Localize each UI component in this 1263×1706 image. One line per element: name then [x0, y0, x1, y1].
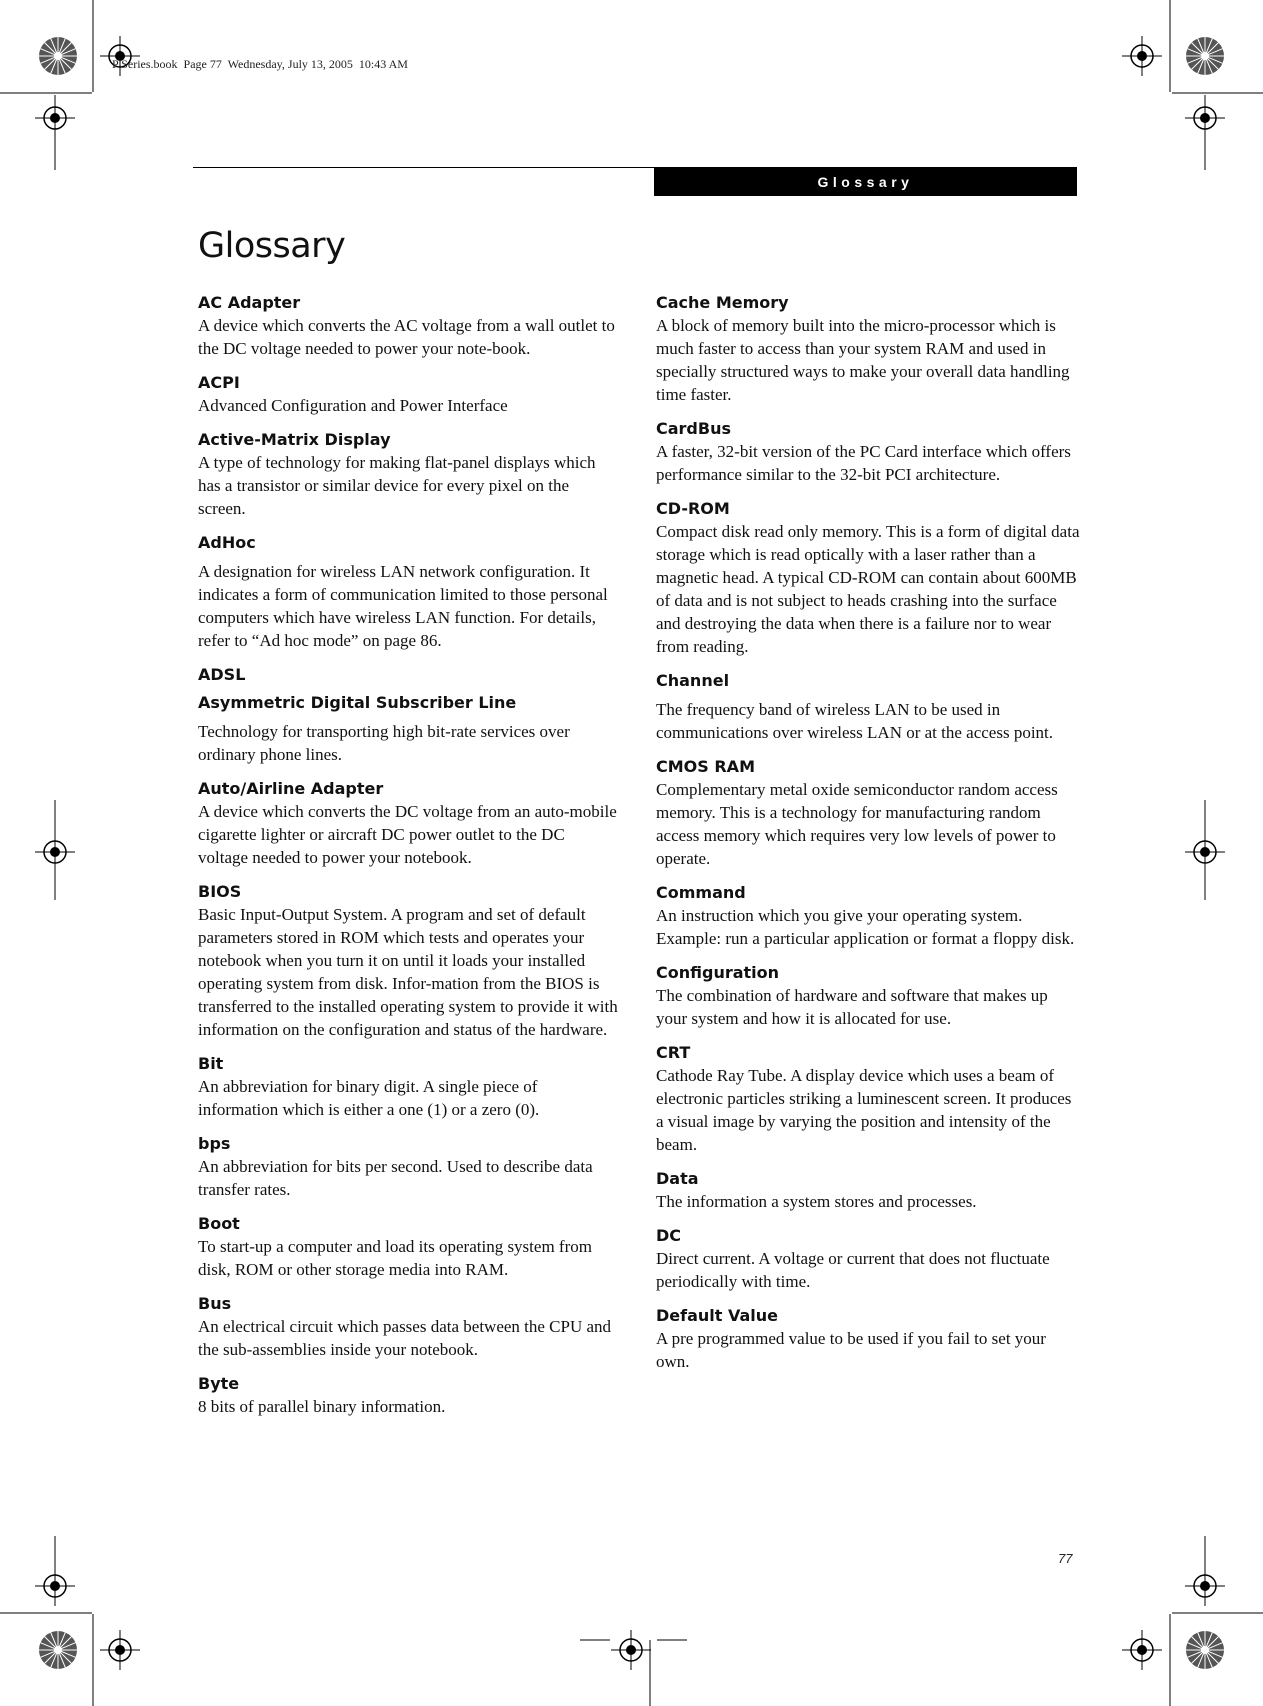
glossary-term: Default Value — [656, 1306, 779, 1325]
glossary-definition: Basic Input-Output System. A program and set of default parameters stored in ROM which tests and operates your notebook when you turn it on until it loads your installed operating system from disk. Infor-mation from the BIOS is transferred to the installed operating system to provide it with information on the configuration and status of the hardware. — [198, 905, 618, 1039]
glossary-term: Auto/Airline Adapter — [198, 779, 384, 798]
glossary-term: Command — [656, 883, 746, 902]
glossary-term: bps — [198, 1134, 231, 1153]
running-header — [654, 167, 1077, 196]
glossary-entry — [656, 1305, 1080, 1373]
page-number: 77 — [1058, 1551, 1073, 1566]
glossary-entry — [656, 1225, 1080, 1293]
glossary-definition: A block of memory built into the micro-processor which is much faster to access than your system RAM and used in specially structured ways to make your overall data handling time faster. — [656, 316, 1070, 404]
glossary-term: ACPI — [198, 373, 240, 392]
glossary-term: Byte — [198, 1374, 240, 1393]
glossary-entry — [656, 670, 1080, 744]
glossary-definition: Technology for transporting high bit-rate services over ordinary phone lines. — [198, 722, 570, 764]
glossary-entry — [656, 418, 1080, 486]
glossary-definition: To start-up a computer and load its operating system from disk, ROM or other storage media into RAM. — [198, 1237, 592, 1279]
glossary-term: Cache Memory — [656, 293, 789, 312]
glossary-term: Active-Matrix Display — [198, 430, 391, 449]
glossary-entry — [198, 1373, 618, 1418]
page-title: Glossary — [198, 226, 346, 266]
glossary-definition: An abbreviation for bits per second. Used to describe data transfer rates. — [198, 1157, 593, 1199]
glossary-entry — [656, 1042, 1080, 1156]
glossary-definition: A faster, 32-bit version of the PC Card interface which offers performance similar to the 32-bit PCI architecture. — [656, 442, 1071, 484]
glossary-entry — [656, 962, 1080, 1030]
glossary-entry — [198, 372, 618, 417]
glossary-definition: An electrical circuit which passes data between the CPU and the sub-assemblies inside your notebook. — [198, 1317, 612, 1359]
glossary-entry — [198, 1213, 618, 1281]
glossary-definition: A pre programmed value to be used if you fail to set your own. — [656, 1329, 1046, 1371]
glossary-definition: A device which converts the DC voltage from an auto-mobile cigarette lighter or aircraft DC power outlet to the DC voltage needed to power your notebook. — [198, 802, 617, 867]
glossary-entry — [198, 429, 618, 520]
glossary-term: CD-ROM — [656, 499, 730, 518]
glossary-definition: Direct current. A voltage or current that does not fluctuate periodically with time. — [656, 1249, 1050, 1291]
glossary-definition: A device which converts the AC voltage from a wall outlet to the DC voltage needed to power your note-book. — [198, 316, 615, 358]
glossary-entry — [198, 1133, 618, 1201]
glossary-term: CardBus — [656, 419, 731, 438]
glossary-term: ADSL — [198, 665, 246, 684]
glossary-entry — [198, 1293, 618, 1361]
glossary-definition: Cathode Ray Tube. A display device which uses a beam of electronic particles striking a luminescent screen. It produces a visual image by varying the position and intensity of the beam. — [656, 1066, 1072, 1154]
glossary-definition: Complementary metal oxide semiconductor random access memory. This is a technology for manufacturing random access memory which requires very low levels of power to operate. — [656, 780, 1058, 868]
glossary-term: AdHoc — [198, 533, 256, 552]
glossary-definition: The frequency band of wireless LAN to be used in communications over wireless LAN or at the access point. — [656, 700, 1054, 742]
glossary-term: Configuration — [656, 963, 780, 982]
glossary-entry — [656, 882, 1080, 950]
glossary-term: CRT — [656, 1043, 691, 1062]
glossary-definition: Advanced Configuration and Power Interface — [198, 396, 508, 415]
glossary-subterm: Asymmetric Digital Subscriber Line — [198, 693, 517, 712]
glossary-definition: 8 bits of parallel binary information. — [198, 1397, 446, 1416]
glossary-entry — [198, 881, 618, 1041]
glossary-right-column — [656, 292, 1080, 1385]
glossary-term: Bus — [198, 1294, 232, 1313]
glossary-term: AC Adapter — [198, 293, 301, 312]
print-slug: P Series.book Page 77 Wednesday, July 13, 2005 10:43 AM — [112, 57, 408, 71]
glossary-definition: A type of technology for making flat-panel displays which has a transistor or similar device for every pixel on the screen. — [198, 453, 596, 518]
glossary-term: Bit — [198, 1054, 224, 1073]
glossary-entry — [198, 532, 618, 652]
glossary-entry — [656, 1168, 1080, 1213]
glossary-term: BIOS — [198, 882, 242, 901]
glossary-entry — [198, 664, 618, 766]
glossary-definition: Compact disk read only memory. This is a form of digital data storage which is read optically with a laser rather than a magnetic head. A typical CD-ROM can contain about 600MB of data and is not subject to heads crashing into the surface and destroying the data when there is a failure nor to wear from reading. — [656, 522, 1080, 656]
glossary-definition: The combination of hardware and software that makes up your system and how it is allocated for use. — [656, 986, 1048, 1028]
glossary-definition: An instruction which you give your operating system. Example: run a particular application or format a floppy disk. — [656, 906, 1075, 948]
glossary-entry — [198, 292, 618, 360]
glossary-entry — [656, 292, 1080, 406]
glossary-term: DC — [656, 1226, 682, 1245]
glossary-entry — [198, 1053, 618, 1121]
glossary-entry — [656, 756, 1080, 870]
glossary-term: Channel — [656, 671, 730, 690]
glossary-term: Boot — [198, 1214, 240, 1233]
header-rule — [193, 167, 654, 168]
glossary-term: CMOS RAM — [656, 757, 755, 776]
glossary-definition: The information a system stores and processes. — [656, 1192, 977, 1211]
glossary-definition: An abbreviation for binary digit. A single piece of information which is either a one (1) or a zero (0). — [198, 1077, 540, 1119]
glossary-left-column — [198, 292, 618, 1430]
glossary-entry — [656, 498, 1080, 658]
glossary-term: Data — [656, 1169, 699, 1188]
glossary-entry — [198, 778, 618, 869]
running-header-label: Glossary — [817, 173, 914, 190]
glossary-definition: A designation for wireless LAN network configuration. It indicates a form of communication limited to those personal computers which have wireless LAN function. For details, refer to “Ad hoc mode” on page 86. — [198, 562, 608, 650]
